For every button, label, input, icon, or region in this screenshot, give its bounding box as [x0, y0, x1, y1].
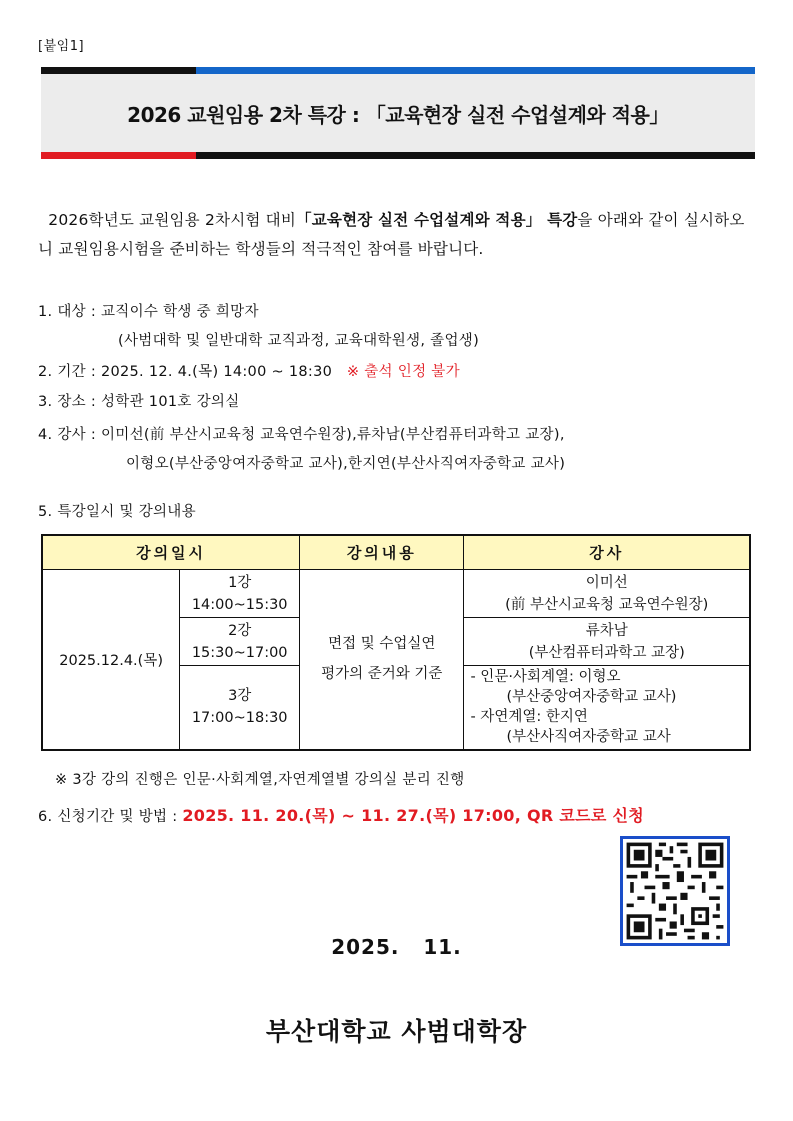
table-note: ※ 3강 강의 진행은 인문·사회계열,자연계열별 강의실 분리 진행	[55, 772, 465, 788]
cell-session-2	[180, 618, 300, 666]
banner-bar-red	[41, 152, 196, 159]
intro-part1: 2026학년도 교원임용 2차시험 대비	[48, 211, 297, 229]
cell-lecturer-3	[464, 666, 750, 750]
session-time: 15:30~17:00	[191, 644, 288, 661]
intro-part2: 을 아래와 같이 실시하오니 교원임용시험을 준비하는 학생들의 적극적인 참여를 바랍니다.	[38, 211, 745, 258]
session-time: 17:00~18:30	[191, 710, 288, 727]
apply-value: 2025. 11. 20.(목) ~ 11. 27.(목) 17:00, QR 코드로 신청	[182, 806, 645, 825]
qr-code-icon[interactable]	[620, 836, 730, 946]
table-row	[42, 570, 750, 618]
item-schedule: 5. 특강일시 및 강의내용	[38, 504, 196, 520]
item-place: 3. 장소 : 성학관 101호 강의실	[38, 394, 240, 410]
item-apply	[38, 803, 644, 826]
item-period	[38, 360, 460, 381]
content-line2: 평가의 준거와 기준	[321, 666, 443, 683]
item-target: 1. 대상 : 교직이수 학생 중 희망자	[38, 304, 259, 320]
header-content: 강의내용	[300, 535, 464, 570]
cell-lecturer-2	[464, 618, 750, 666]
banner-bar-black-bottom	[196, 152, 755, 159]
signature: 부산대학교 사범대학장	[265, 1017, 528, 1046]
header-lecturer: 강사	[464, 535, 750, 570]
page-title: 2026 교원임용 2차 특강 : 「교육현장 실전 수업설계와 적용」	[127, 103, 669, 127]
lecturer-b: - 자연계열: 한지연	[470, 709, 588, 726]
header-date: 강의일시	[42, 535, 300, 570]
session-label: 3강	[228, 688, 252, 705]
issue-date: 2025. 11.	[331, 935, 462, 959]
lecturer-a-title: (부산중앙여자중학교 교사)	[506, 689, 677, 706]
session-label: 2강	[228, 622, 252, 639]
banner-bar-black	[41, 67, 196, 74]
lecturer-a: - 인문·사회계열: 이형오	[470, 669, 621, 686]
session-time: 14:00~15:30	[191, 596, 288, 613]
table-header-row	[42, 535, 750, 570]
item-period-note: ※ 출석 인정 불가	[346, 364, 460, 380]
lecture-table	[41, 534, 751, 751]
apply-label: 6. 신청기간 및 방법 :	[38, 809, 178, 825]
item-lecturer: 4. 강사 : 이미선(前 부산시교육청 교육연수원장),류차남(부산컴퓨터과학고 교장),	[38, 427, 565, 443]
item-lecturer-sub: 이형오(부산중앙여자중학교 교사),한지연(부산사직여자중학교 교사)	[126, 456, 566, 472]
session-label: 1강	[228, 574, 252, 591]
cell-session-3	[180, 666, 300, 750]
title-banner	[41, 67, 755, 159]
lecturer-b-title: (부산사직여자중학교 교사	[506, 729, 671, 746]
lecturer-title: (부산컴퓨터과학고 교장)	[528, 644, 685, 661]
cell-session-1	[180, 570, 300, 618]
cell-lecturer-1	[464, 570, 750, 618]
intro-highlight: 「교육현장 실전 수업설계와 적용」 특강	[296, 211, 578, 229]
intro-paragraph	[38, 206, 758, 264]
cell-content	[300, 570, 464, 750]
banner-bar-blue	[196, 67, 755, 74]
lecturer-name: 류차남	[585, 622, 628, 639]
item-target-sub: (사범대학 및 일반대학 교직과정, 교육대학원생, 졸업생)	[118, 333, 480, 349]
item-period-text: 2. 기간 : 2025. 12. 4.(목) 14:00 ~ 18:30	[38, 364, 333, 380]
content-line1: 면접 및 수업실연	[328, 636, 436, 653]
lecturer-name: 이미선	[585, 574, 628, 591]
cell-date: 2025.12.4.(목)	[42, 570, 180, 750]
lecturer-title: (前 부산시교육청 교육연수원장)	[505, 596, 709, 613]
attachment-label: [붙임1]	[38, 39, 85, 54]
